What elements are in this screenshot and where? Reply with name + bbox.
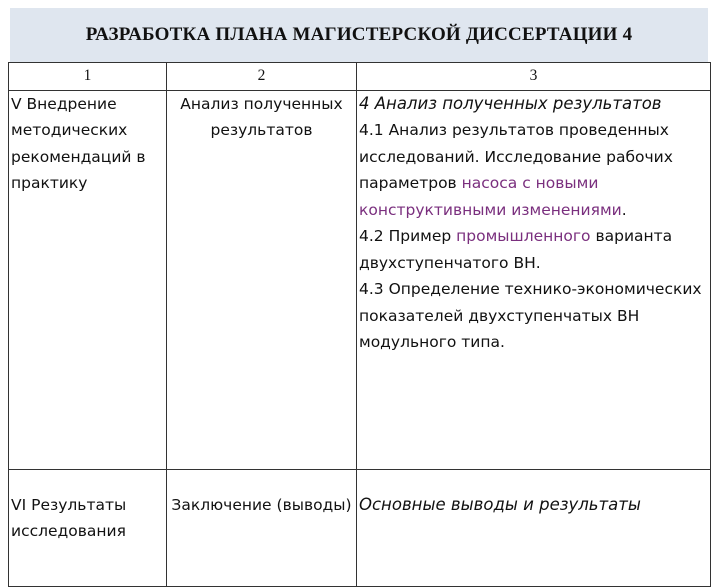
column-number-1: 1 (9, 63, 167, 91)
stage-text: VI Результаты исследования (11, 495, 127, 540)
subsection-4-1-end: . (621, 200, 627, 219)
section-cell (167, 90, 357, 469)
column-number-3: 3 (357, 63, 711, 91)
subsection-4-1 (359, 117, 708, 223)
conclusion-text: Основные выводы и результаты (359, 494, 641, 514)
table-row (9, 469, 711, 586)
subsection-4-3: 4.3 Определение технико-экономических показателей двухступенчатых ВН модульного типа. (359, 280, 702, 351)
subsection-4-2 (359, 223, 708, 276)
header-row (9, 63, 711, 91)
stage-cell (9, 469, 167, 586)
subsection-4-1-text: 4.1 Анализ результатов проведенных исследований. Исследование рабочих параметров (359, 121, 673, 192)
chapter-cell (357, 90, 711, 469)
column-number-2: 2 (167, 63, 357, 91)
subsection-4-2-text-b: варианта двухступенчатого ВН. (359, 227, 673, 272)
chapter-heading: 4 Анализ полученных результатов (359, 93, 662, 113)
section-text: Заключение (выводы) (171, 495, 352, 514)
stage-cell (9, 90, 167, 469)
subsection-4-1-highlight: насоса с новыми конструктивными изменениями (359, 174, 622, 219)
page-title: РАЗРАБОТКА ПЛАНА МАГИСТЕРСКОЙ ДИССЕРТАЦИИ 4 (85, 24, 633, 45)
table-row (9, 90, 711, 469)
subsection-4-2-highlight: промышленного (456, 227, 591, 245)
plan-table (8, 62, 711, 587)
title-banner (10, 8, 708, 62)
stage-text: V Внедрение методических рекомендаций в практику (11, 94, 146, 192)
subsection-4-2-text-a: 4.2 Пример (359, 227, 457, 245)
section-text: Анализ полученных результатов (180, 94, 343, 139)
chapter-cell (357, 469, 711, 586)
section-cell (167, 469, 357, 586)
